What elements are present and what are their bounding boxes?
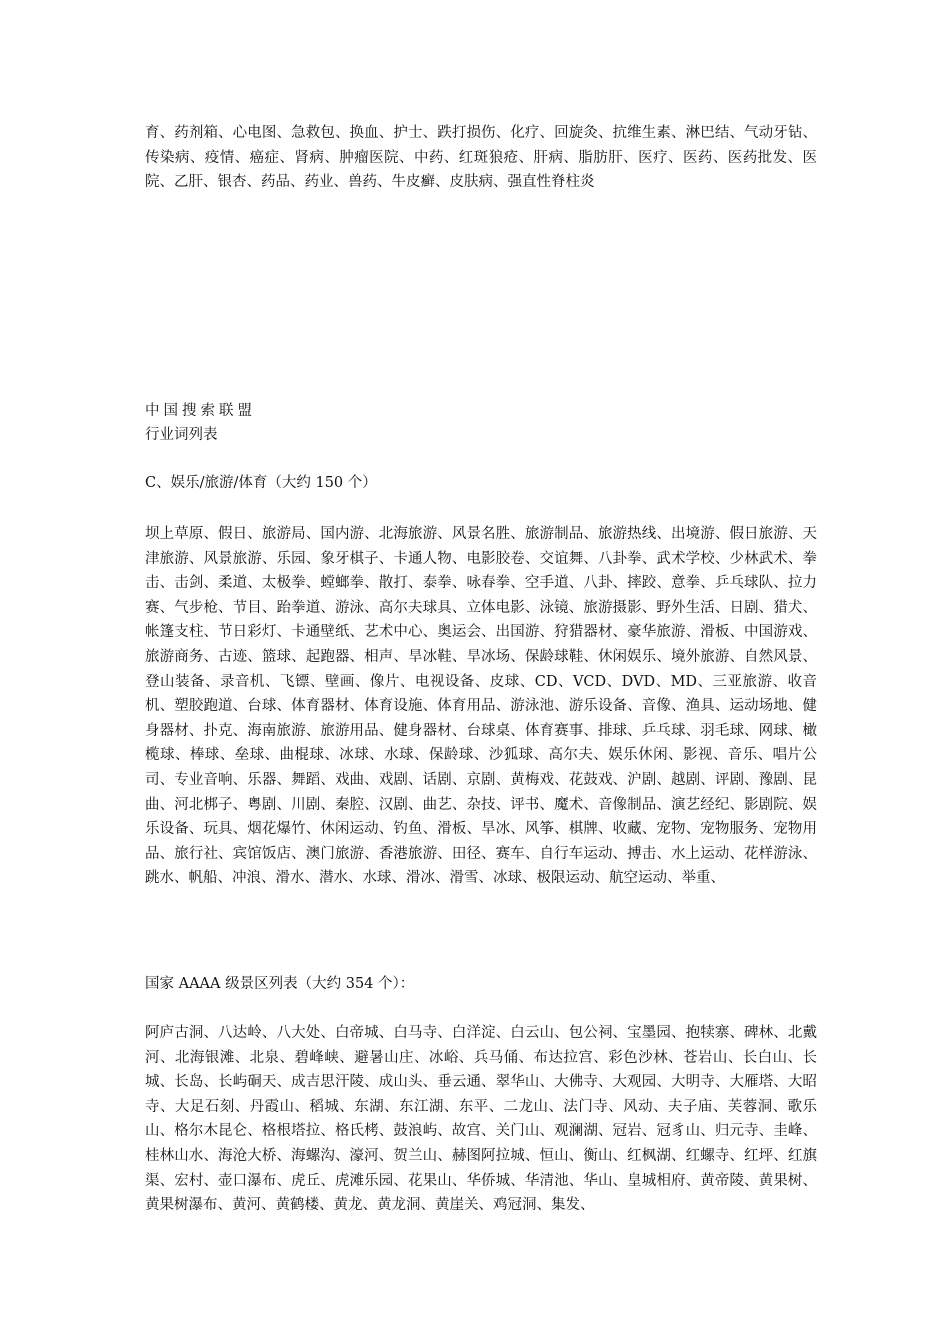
- section-aaaa-heading: 国家 AAAA 级景区列表（大约 354 个）：: [145, 976, 415, 992]
- section-aaaa-scenic-list-paragraph: 阿庐古洞、八达岭、八大处、白帝城、白马寺、白洋淀、白云山、包公祠、宝墨园、抱犊寨、碑林、北戴河、北海银滩、北泉、碧峰峡、避暑山庄、冰峪、兵马俑、布达拉宫、彩色沙林、苍岩山、长白山、长城、长岛、长屿硐天、成吉思汗陵、成山头、垂云通、翠华山、大佛寺、大观园、大明寺、大雁塔、大昭寺、大足石刻、丹霞山、稻城、东湖、东江湖、东平、二龙山、法门寺、风动、夫子庙、芙蓉洞、歌乐山、格尔木昆仑、格根塔拉、格氏栲、鼓浪屿、故宫、关门山、观澜湖、冠岩、冠豸山、归元寺、圭峰、桂林山水、海沧大桥、海螺沟、濠河、贺兰山、赫图阿拉城、恒山、衡山、红枫湖、红螺寺、红坪、红旗渠、宏村、壶口瀑布、虎丘、虎滩乐园、花果山、华侨城、华清池、华山、皇城相府、黄帝陵、黄果树、黄果树瀑布、黄河、黄鹤楼、黄龙、黄龙洞、黄崖关、鸡冠洞、集发、: [145, 1025, 817, 1214]
- section-c-heading: C、娱乐/旅游/体育（大约 150 个）: [145, 475, 377, 491]
- org-title: 中国搜索联盟: [145, 403, 256, 419]
- list-title: 行业词列表: [145, 427, 218, 443]
- medical-keywords-paragraph: 育、药剂箱、心电图、急救包、换血、护士、跌打损伤、化疗、回旋灸、抗维生素、淋巴结、气动牙钻、传染病、疫情、癌症、肾病、肿瘤医院、中药、红斑狼疮、肝病、脂肪肝、医疗、医药、医药批发、医院、乙肝、银杏、药品、药业、兽药、牛皮癣、皮肤病、强直性脊柱炎: [145, 125, 817, 191]
- section-c-keywords-paragraph: 坝上草原、假日、旅游局、国内游、北海旅游、风景名胜、旅游制品、旅游热线、出境游、假日旅游、天津旅游、风景旅游、乐园、象牙棋子、卡通人物、电影胶卷、交谊舞、八卦拳、武术学校、少林武术、拳击、击剑、柔道、太极拳、螳螂拳、散打、泰拳、咏春拳、空手道、八卦、摔跤、意拳、乒乓球队、拉力赛、气步枪、节目、跆拳道、游泳、高尔夫球具、立体电影、泳镜、旅游摄影、野外生活、日剧、猎犬、帐篷支柱、节日彩灯、卡通壁纸、艺术中心、奥运会、出国游、狩猎器材、豪华旅游、滑板、中国游戏、旅游商务、古迹、篮球、起跑器、相声、旱冰鞋、旱冰场、保龄球鞋、休闲娱乐、境外旅游、自然风景、登山装备、录音机、飞镖、壁画、像片、电视设备、皮球、CD、VCD、DVD、MD、三亚旅游、收音机、塑胶跑道、台球、体育器材、体育设施、体育用品、游泳池、游乐设备、音像、渔具、运动场地、健身器材、扑克、海南旅游、旅游用品、健身器材、台球桌、体育赛事、排球、乒乓球、羽毛球、网球、橄榄球、棒球、垒球、曲棍球、冰球、水球、保龄球、沙狐球、高尔夫、娱乐休闲、影视、音乐、唱片公司、专业音响、乐器、舞蹈、戏曲、戏剧、话剧、京剧、黄梅戏、花鼓戏、沪剧、越剧、评剧、豫剧、昆曲、河北梆子、粤剧、川剧、秦腔、汉剧、曲艺、杂技、评书、魔术、音像制品、演艺经纪、影剧院、娱乐设备、玩具、烟花爆竹、休闲运动、钓鱼、滑板、旱冰、风筝、棋牌、收藏、宠物、宠物服务、宠物用品、旅行社、宾馆饭店、澳门旅游、香港旅游、田径、赛车、自行车运动、搏击、水上运动、花样游泳、跳水、帆船、冲浪、滑水、潜水、水球、滑冰、滑雪、冰球、极限运动、航空运动、举重、: [145, 526, 817, 887]
